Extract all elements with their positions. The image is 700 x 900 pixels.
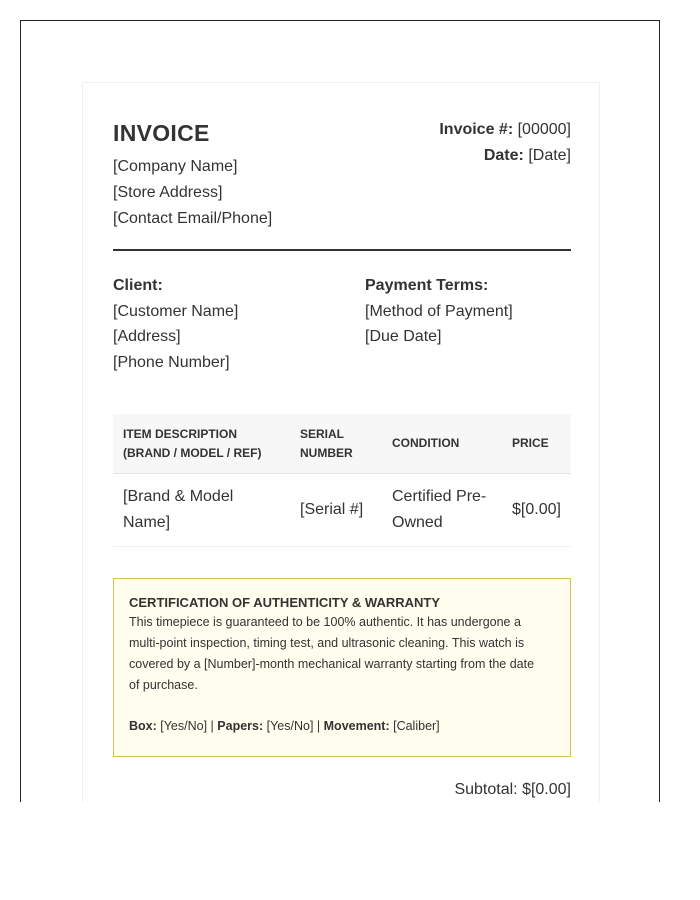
invoice-number-label: Invoice #: [439, 121, 514, 138]
invoice-number-value: [00000] [517, 121, 571, 138]
certificate-body-line: of purchase. [129, 678, 198, 692]
column-header-condition: CONDITION [382, 414, 502, 474]
column-header-serial-line2: NUMBER [300, 445, 353, 460]
items-table [113, 414, 571, 547]
table-row [113, 474, 571, 547]
separator: | [316, 719, 321, 733]
cell-condition [382, 474, 502, 547]
client-phone: [Phone Number] [113, 353, 230, 371]
cell-description [113, 474, 290, 547]
client-block [113, 273, 238, 375]
invoice-date-label: Date: [483, 147, 524, 164]
cell-serial: [Serial #] [290, 474, 382, 547]
client-address: [Address] [113, 328, 181, 345]
payment-terms-label: Payment Terms: [365, 277, 489, 294]
cell-condition-line1: Certified Pre- [392, 488, 487, 505]
cell-description-line2: Name] [123, 514, 171, 531]
store-address: [Store Address] [113, 184, 223, 201]
cell-description-line1: [Brand & Model [123, 488, 234, 505]
invoice-content [113, 113, 571, 799]
cell-price: $[0.00] [502, 474, 571, 547]
papers-value: [Yes/No] [266, 719, 314, 733]
subtotal-label: Subtotal: [454, 781, 518, 798]
certificate-body [129, 612, 555, 696]
column-header-price: PRICE [502, 414, 571, 474]
box-value: [Yes/No] [160, 719, 208, 733]
subtotal [113, 781, 571, 799]
invoice-title: INVOICE [113, 120, 210, 146]
column-header-serial-line1: SERIAL [300, 427, 345, 441]
invoice-date-value: [Date] [528, 147, 571, 164]
due-date: [Due Date] [365, 328, 442, 345]
separator: | [210, 719, 214, 733]
subtotal-value: $[0.00] [522, 781, 571, 798]
cell-condition-line2: Owned [392, 514, 443, 531]
column-header-description-line2: (BRAND / MODEL / REF) [123, 445, 262, 460]
table-header-row [113, 414, 571, 474]
contact-info: [Contact Email/Phone] [113, 210, 273, 227]
client-label: Client: [113, 277, 163, 294]
column-header-description-line1: ITEM DESCRIPTION [123, 427, 238, 441]
payment-terms-block [365, 273, 513, 350]
invoice-meta [439, 117, 571, 169]
invoice-date [439, 143, 571, 169]
company-info [113, 154, 272, 232]
papers-label: Papers: [217, 719, 264, 733]
certificate-title: CERTIFICATION OF AUTHENTICITY & WARRANTY [129, 595, 441, 610]
certificate-body-line: multi-point inspection, timing test, and ultrasonic cleaning. This watch is [129, 636, 525, 650]
box-label: Box: [129, 719, 157, 733]
column-header-serial [290, 414, 382, 474]
invoice-card [82, 82, 600, 802]
invoice-number [439, 117, 571, 143]
certificate-box [113, 578, 571, 757]
invoice-header [113, 113, 571, 251]
parties-section [113, 251, 571, 414]
certificate-body-line: This timepiece is guaranteed to be 100% authentic. It has undergone a [129, 615, 521, 629]
certificate-body-line: covered by a [Number]-month mechanical warranty starting from the date [129, 657, 535, 671]
page-frame [20, 20, 660, 802]
movement-label: Movement: [323, 719, 390, 733]
client-name: [Customer Name] [113, 302, 239, 320]
payment-method: [Method of Payment] [365, 302, 513, 320]
movement-value: [Caliber] [393, 719, 440, 733]
column-header-description [113, 414, 290, 474]
company-name: [Company Name] [113, 158, 238, 175]
certificate-details [129, 716, 555, 737]
